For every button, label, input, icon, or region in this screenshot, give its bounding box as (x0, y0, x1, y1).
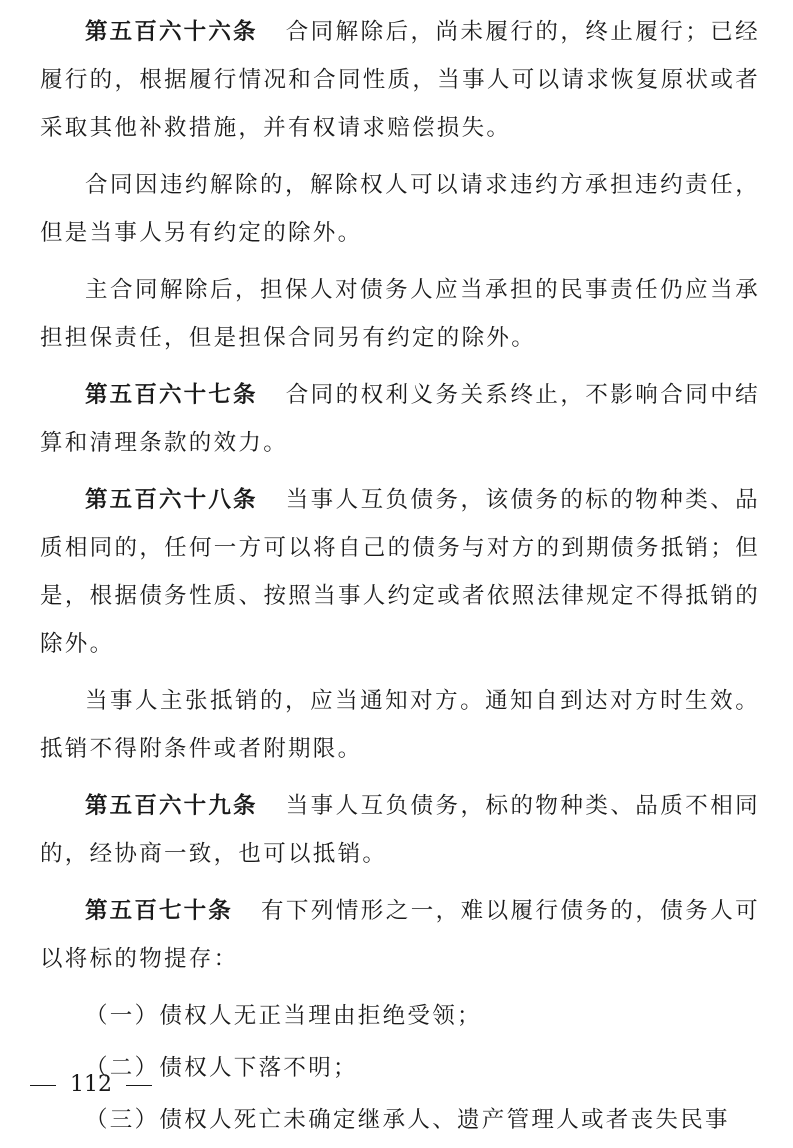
article-569-text-1: 当事人互负债务，标的物种类、品质不相同的，经协商一致，也可以抵销。 (40, 793, 760, 867)
page-footer (30, 1070, 152, 1100)
article-568-heading: 第五百六十八条 (85, 487, 258, 513)
article-569-paragraph-1 (40, 782, 760, 878)
article-568-text-1: 当事人互负债务，该债务的标的物种类、品质相同的，任何一方可以将自己的债务与对方的到期债务抵销；但是，根据债务性质、按照当事人约定或者依照法律规定不得抵销的除外。 (40, 487, 760, 657)
footer-right-dash (126, 1085, 152, 1086)
article-570-heading: 第五百七十条 (85, 898, 233, 924)
article-570-paragraph-1 (40, 887, 760, 983)
article-567-paragraph-1 (40, 371, 760, 467)
page-number: 112 (70, 1072, 112, 1097)
article-570-item-3: （三）债权人死亡未确定继承人、遗产管理人或者丧失民事 (85, 1107, 730, 1133)
article-569-heading: 第五百六十九条 (85, 793, 258, 819)
article-570-item-1: （一）债权人无正当理由拒绝受领； (85, 1003, 482, 1029)
article-568-paragraph-2: 当事人主张抵销的，应当通知对方。通知自到达对方时生效。抵销不得附条件或者附期限。 (40, 688, 760, 762)
document-page (40, 8, 760, 1148)
article-566-paragraph-3: 主合同解除后，担保人对债务人应当承担的民事责任仍应当承担担保责任，但是担保合同另有约定的除外。 (40, 277, 760, 351)
article-566-heading: 第五百六十六条 (85, 19, 258, 45)
article-568-paragraph-1 (40, 476, 760, 668)
article-566-paragraph-1 (40, 8, 760, 152)
footer-left-dash (30, 1085, 56, 1086)
article-566-paragraph-2: 合同因违约解除的，解除权人可以请求违约方承担违约责任，但是当事人另有约定的除外。 (40, 172, 760, 246)
article-566-text-1: 合同解除后，尚未履行的，终止履行；已经履行的，根据履行情况和合同性质，当事人可以请求恢复原状或者采取其他补救措施，并有权请求赔偿损失。 (40, 19, 760, 141)
article-567-text-1: 合同的权利义务关系终止，不影响合同中结算和清理条款的效力。 (40, 382, 760, 456)
article-567-heading: 第五百六十七条 (85, 382, 258, 408)
article-570-text-1: 有下列情形之一，难以履行债务的，债务人可以将标的物提存： (40, 898, 760, 972)
article-570-item-2: （二）债权人下落不明； (85, 1055, 358, 1081)
